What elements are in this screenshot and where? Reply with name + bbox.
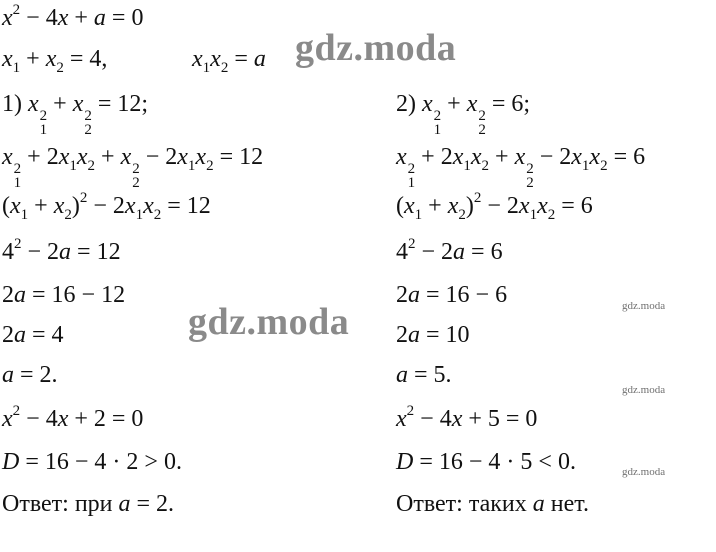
left-expand: x 2 1 + $2x_1x_2 + x$ 2 2 − $2x_1x_2 = 12$ xyxy=(2,144,264,191)
left-check-eq: $x^2 - 4x + 2 = 0$ xyxy=(2,403,144,432)
right-check-eq: $x^2 - 4x + 5 = 0$ xyxy=(396,403,538,432)
left-discriminant: D = 16 − 4 · 2 > 0. xyxy=(2,449,182,475)
left-answer: Ответ: при a = 2. xyxy=(2,491,175,517)
right-step-a: 2a = 16 − 6 xyxy=(396,282,508,308)
left-step-a: 2a = 16 − 12 xyxy=(2,282,126,308)
right-answer: Ответ: таких a нет. xyxy=(396,491,589,517)
watermark-small-2: gdz.moda xyxy=(622,384,666,396)
equation: $x^2 - 4x + a = 0$ xyxy=(2,2,144,31)
watermark-center: gdz.moda xyxy=(188,301,350,343)
right-expand: x 2 1 + $2x_1x_2 + x$ 2 2 − $2x_1x_2 = 6$ xyxy=(396,144,646,191)
vieta-sum: $x_1 + x_2 = 4$, xyxy=(2,46,108,76)
right-square: $(x_1 + x_2)^2 - 2x_1x_2 = 6$ xyxy=(396,190,593,223)
watermark-small-3: gdz.moda xyxy=(622,466,666,478)
case-2: 2) x 2 1 + x 2 2 = 6; xyxy=(396,91,531,138)
vieta-product: $x_1x_2 = a$ xyxy=(192,46,266,76)
watermark-top: gdz.moda xyxy=(295,27,457,69)
left-step-b: 2a = 4 xyxy=(2,322,64,348)
watermark-small-1: gdz.moda xyxy=(622,300,666,312)
right-substitute: $4^2 - 2a = 6$ xyxy=(396,236,503,265)
right-result: a = 5. xyxy=(396,362,452,388)
right-step-b: 2a = 10 xyxy=(396,322,470,348)
case-1: 1) x 2 1 + x 2 2 = 12; xyxy=(2,91,149,138)
left-substitute: $4^2 - 2a = 12$ xyxy=(2,236,121,265)
left-result: a = 2. xyxy=(2,362,58,388)
right-discriminant: D = 16 − 4 · 5 < 0. xyxy=(396,449,576,475)
left-square: $(x_1 + x_2)^2 - 2x_1x_2 = 12$ xyxy=(2,190,211,223)
